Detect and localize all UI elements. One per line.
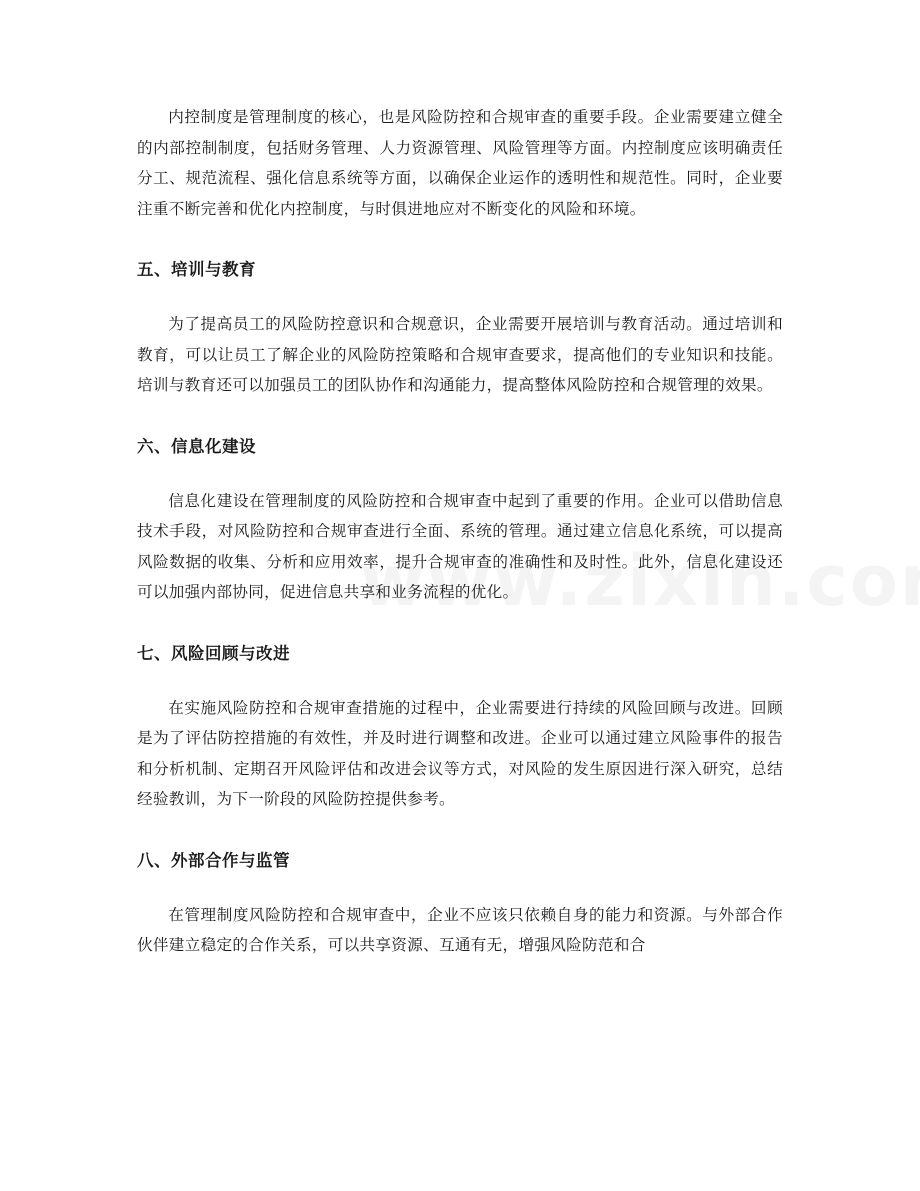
- heading-risk-review: 七、风险回顾与改进: [137, 643, 290, 663]
- paragraph-informatization: 信息化建设在管理制度的风险防控和合规审查中起到了重要的作用。企业可以借助信息技术手段，对风险防控和合规审查进行全面、系统的管理。通过建立信息化系统，可以提高风险数据的收集、分析和应用效率，提升合规审查的准确性和及时性。此外，信息化建设还可以加强内部协同，促进信息共享和业务流程的优化。: [137, 491, 783, 601]
- heading-training: 五、培训与教育: [137, 260, 256, 279]
- heading-informatization: 六、信息化建设: [137, 436, 256, 456]
- paragraph-training: 为了提高员工的风险防控意识和合规意识，企业需要开展培训与教育活动。通过培训和教育，可以让员工了解企业的风险防控策略和合规审查要求，提高他们的专业知识和技能。培训与教育还可以加强员工的团队协作和沟通能力，提高整体风险防控和合规管理的效果。: [137, 315, 783, 394]
- paragraph-risk-review: 在实施风险防控和合规审查措施的过程中，企业需要进行持续的风险回顾与改进。回顾是为了评估防控措施的有效性，并及时进行调整和改进。企业可以通过建立风险事件的报告和分析机制、定期召开风险评估和改进会议等方式，对风险的发生原因进行深入研究，总结经验教训，为下一阶段的风险防控提供参考。: [137, 698, 783, 808]
- document-body: [137, 102, 783, 961]
- paragraph-external-cooperation: 在管理制度风险防控和合规审查中，企业不应该只依赖自身的能力和资源。与外部合作伙伴建立稳定的合作关系，可以共享资源、互通有无，增强风险防范和合: [137, 905, 783, 954]
- heading-external-cooperation: 八、外部合作与监管: [137, 850, 290, 870]
- paragraph-internal-control: 内控制度是管理制度的核心，也是风险防控和合规审查的重要手段。企业需要建立健全的内部控制制度，包括财务管理、人力资源管理、风险管理等方面。内控制度应该明确责任分工、规范流程、强化信息系统等方面，以确保企业运作的透明性和规范性。同时，企业要注重不断完善和优化内控制度，与时俱进地应对不断变化的风险和环境。: [137, 108, 783, 218]
